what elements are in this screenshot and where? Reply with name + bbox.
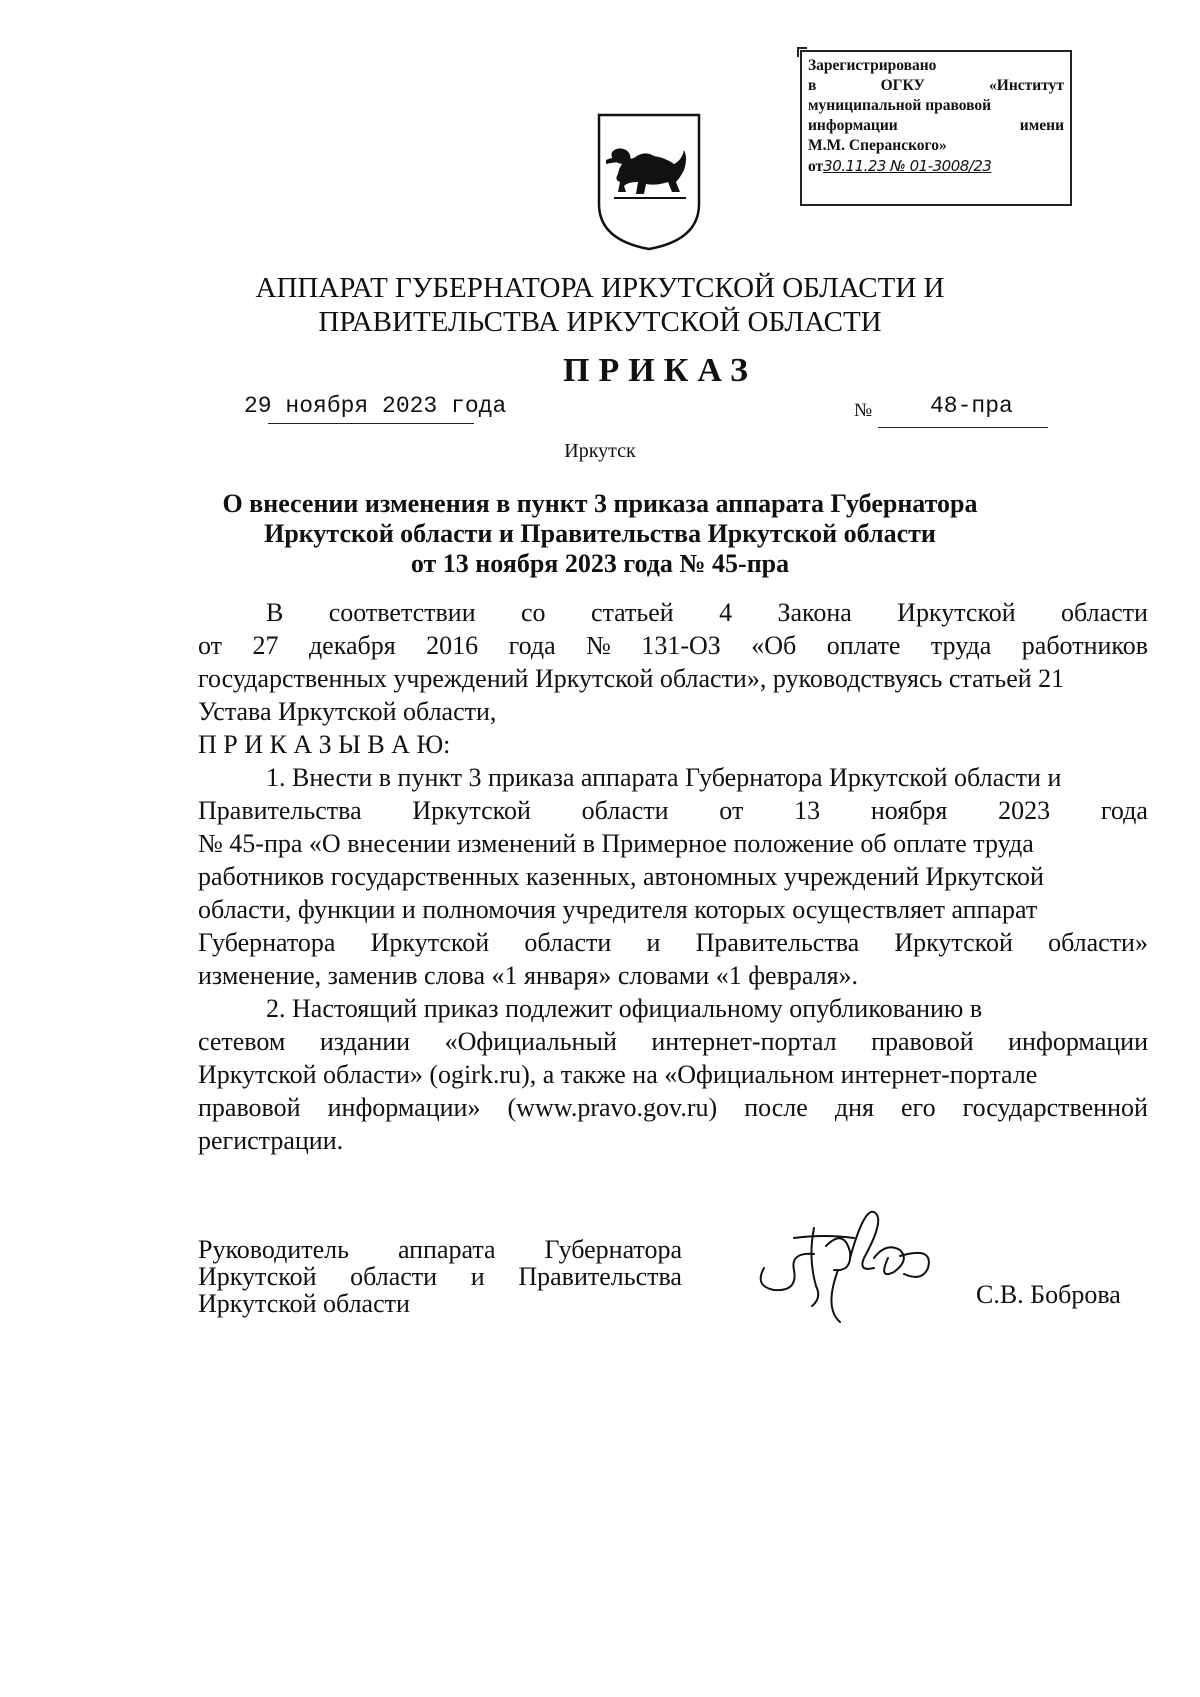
word: Иркутской xyxy=(412,796,531,825)
word: «Официальный xyxy=(444,1027,617,1056)
word: (www.pravo.gov.ru) xyxy=(507,1093,718,1122)
word: информации» xyxy=(327,1093,481,1122)
body-line xyxy=(198,794,1148,827)
date-underline xyxy=(268,423,474,424)
word: правовой xyxy=(871,1027,974,1056)
word: Правительства xyxy=(695,928,860,957)
stamp-word: имени xyxy=(1019,117,1064,134)
word: статьей xyxy=(590,598,674,627)
word: от xyxy=(719,796,744,825)
document-body xyxy=(198,596,1148,1157)
word: Иркутской xyxy=(370,928,490,957)
stamp-line-4 xyxy=(808,116,1064,136)
stamp-from-label: от xyxy=(808,158,824,175)
word: Губернатора xyxy=(198,928,336,957)
word: после xyxy=(744,1093,808,1122)
stamp-handwritten-number: 30.11.23 № 01-3008/23 xyxy=(823,157,992,175)
word: труда xyxy=(930,631,992,660)
stamp-line-5: М.М. Сперанского» xyxy=(808,137,947,154)
handwritten-signature xyxy=(754,1198,944,1328)
stamp-word: в xyxy=(808,77,817,94)
irkutsk-coat-of-arms-icon xyxy=(596,112,702,252)
document-type: ПРИКАЗ xyxy=(563,352,757,389)
word: области xyxy=(350,1262,438,1291)
word: работников xyxy=(1021,631,1148,660)
word: области xyxy=(524,928,612,957)
word: Правительства xyxy=(198,796,362,825)
document-date: 29 ноября 2023 года xyxy=(244,393,507,419)
word: Иркутской xyxy=(198,1262,317,1291)
stamp-word: «Институт xyxy=(989,77,1064,94)
body-line xyxy=(198,1025,1148,1058)
organization-name-line-1: АППАРАТ ГУБЕРНАТОРА ИРКУТСКОЙ ОБЛАСТИ И xyxy=(255,272,945,304)
word: ноября xyxy=(870,796,948,825)
body-line xyxy=(198,596,1148,629)
word: и xyxy=(470,1262,485,1291)
word: дня xyxy=(834,1093,874,1122)
body-line xyxy=(198,629,1148,662)
body-line: № 45-пра «О внесении изменений в Примерное положение об оплате труда xyxy=(198,829,1034,858)
stamp-line-2 xyxy=(808,76,1064,96)
stamp-word: информации xyxy=(808,117,898,134)
body-line: 2. Настоящий приказ подлежит официальному опубликованию в xyxy=(266,994,983,1023)
word: 4 xyxy=(719,598,733,627)
body-line: 1. Внести в пункт 3 приказа аппарата Губернатора Иркутской области и xyxy=(266,763,1062,792)
document-title-line-1: О внесении изменения в пункт 3 приказа аппарата Губернатора xyxy=(222,489,978,518)
body-line: регистрации. xyxy=(198,1126,344,1155)
word: информации xyxy=(1008,1027,1148,1056)
document-number: 48-пра xyxy=(930,393,1013,419)
word: правовой xyxy=(198,1093,301,1122)
word: В xyxy=(266,598,284,627)
body-line: области, функции и полномочия учредителя которых осуществляет аппарат xyxy=(198,895,1038,924)
word: Губернатора xyxy=(544,1235,682,1264)
signatory-title-line: Иркутской области xyxy=(198,1289,410,1318)
number-underline xyxy=(878,427,1048,428)
signatory-title xyxy=(198,1236,682,1317)
body-line: государственных учреждений Иркутской области», руководствуясь статьей 21 xyxy=(198,664,1065,693)
organization-name-line-2: ПРАВИТЕЛЬСТВА ИРКУТСКОЙ ОБЛАСТИ xyxy=(318,306,882,338)
word: оплате xyxy=(826,631,901,660)
signatory-title-line xyxy=(198,1236,682,1263)
stamp-line-3: муниципальной правовой xyxy=(808,97,992,114)
word: области xyxy=(581,796,669,825)
word: 27 xyxy=(252,631,279,660)
body-line: изменение, заменив слова «1 января» словами «1 февраля». xyxy=(198,961,859,990)
order-word: П Р И К А З Ы В А Ю: xyxy=(198,730,451,759)
word: государственной xyxy=(962,1093,1148,1122)
word: соответствии xyxy=(328,598,476,627)
number-sign: № xyxy=(854,400,873,421)
stamp-line-6 xyxy=(808,156,1064,177)
word: Закона xyxy=(777,598,852,627)
body-line xyxy=(198,1091,1148,1124)
word: и xyxy=(646,928,661,957)
word: аппарата xyxy=(397,1235,496,1264)
word: издании xyxy=(319,1027,411,1056)
stamp-word: ОГКУ xyxy=(880,77,925,94)
word: 2016 xyxy=(426,631,479,660)
word: области» xyxy=(1048,928,1148,957)
body-line: Устава Иркутской области, xyxy=(198,697,497,726)
word: 13 xyxy=(794,796,821,825)
word: сетевом xyxy=(198,1027,286,1056)
body-line xyxy=(198,926,1148,959)
word: года xyxy=(508,631,556,660)
signatory-title-line xyxy=(198,1263,682,1290)
word: «Об xyxy=(751,631,797,660)
word: № xyxy=(586,631,611,660)
word: интернет-портал xyxy=(651,1027,837,1056)
stamp-line-1: Зарегистрировано xyxy=(808,57,937,74)
word: декабря xyxy=(308,631,396,660)
word: года xyxy=(1100,796,1148,825)
registration-stamp xyxy=(800,50,1072,206)
word: Иркутской xyxy=(894,928,1013,957)
word: со xyxy=(521,598,546,627)
document-title-line-3: от 13 ноября 2023 года № 45-пра xyxy=(410,549,790,578)
word: от xyxy=(198,631,223,660)
word: 131-ОЗ xyxy=(641,631,721,660)
word: Иркутской xyxy=(897,598,1016,627)
city: Иркутск xyxy=(564,440,636,462)
body-line: Иркутской области» (ogirk.ru), а также на «Официальном интернет-портале xyxy=(198,1060,1038,1089)
document-title-line-2: Иркутской области и Правительства Иркутской области xyxy=(264,519,936,548)
body-line: работников государственных казенных, автономных учреждений Иркутской xyxy=(198,862,1044,891)
word: Руководитель xyxy=(198,1235,349,1264)
word: Правительства xyxy=(518,1262,682,1291)
word: 2023 xyxy=(998,796,1051,825)
signatory-name: С.В. Боброва xyxy=(976,1280,1121,1309)
word: его xyxy=(901,1093,936,1122)
word: области xyxy=(1061,598,1148,627)
